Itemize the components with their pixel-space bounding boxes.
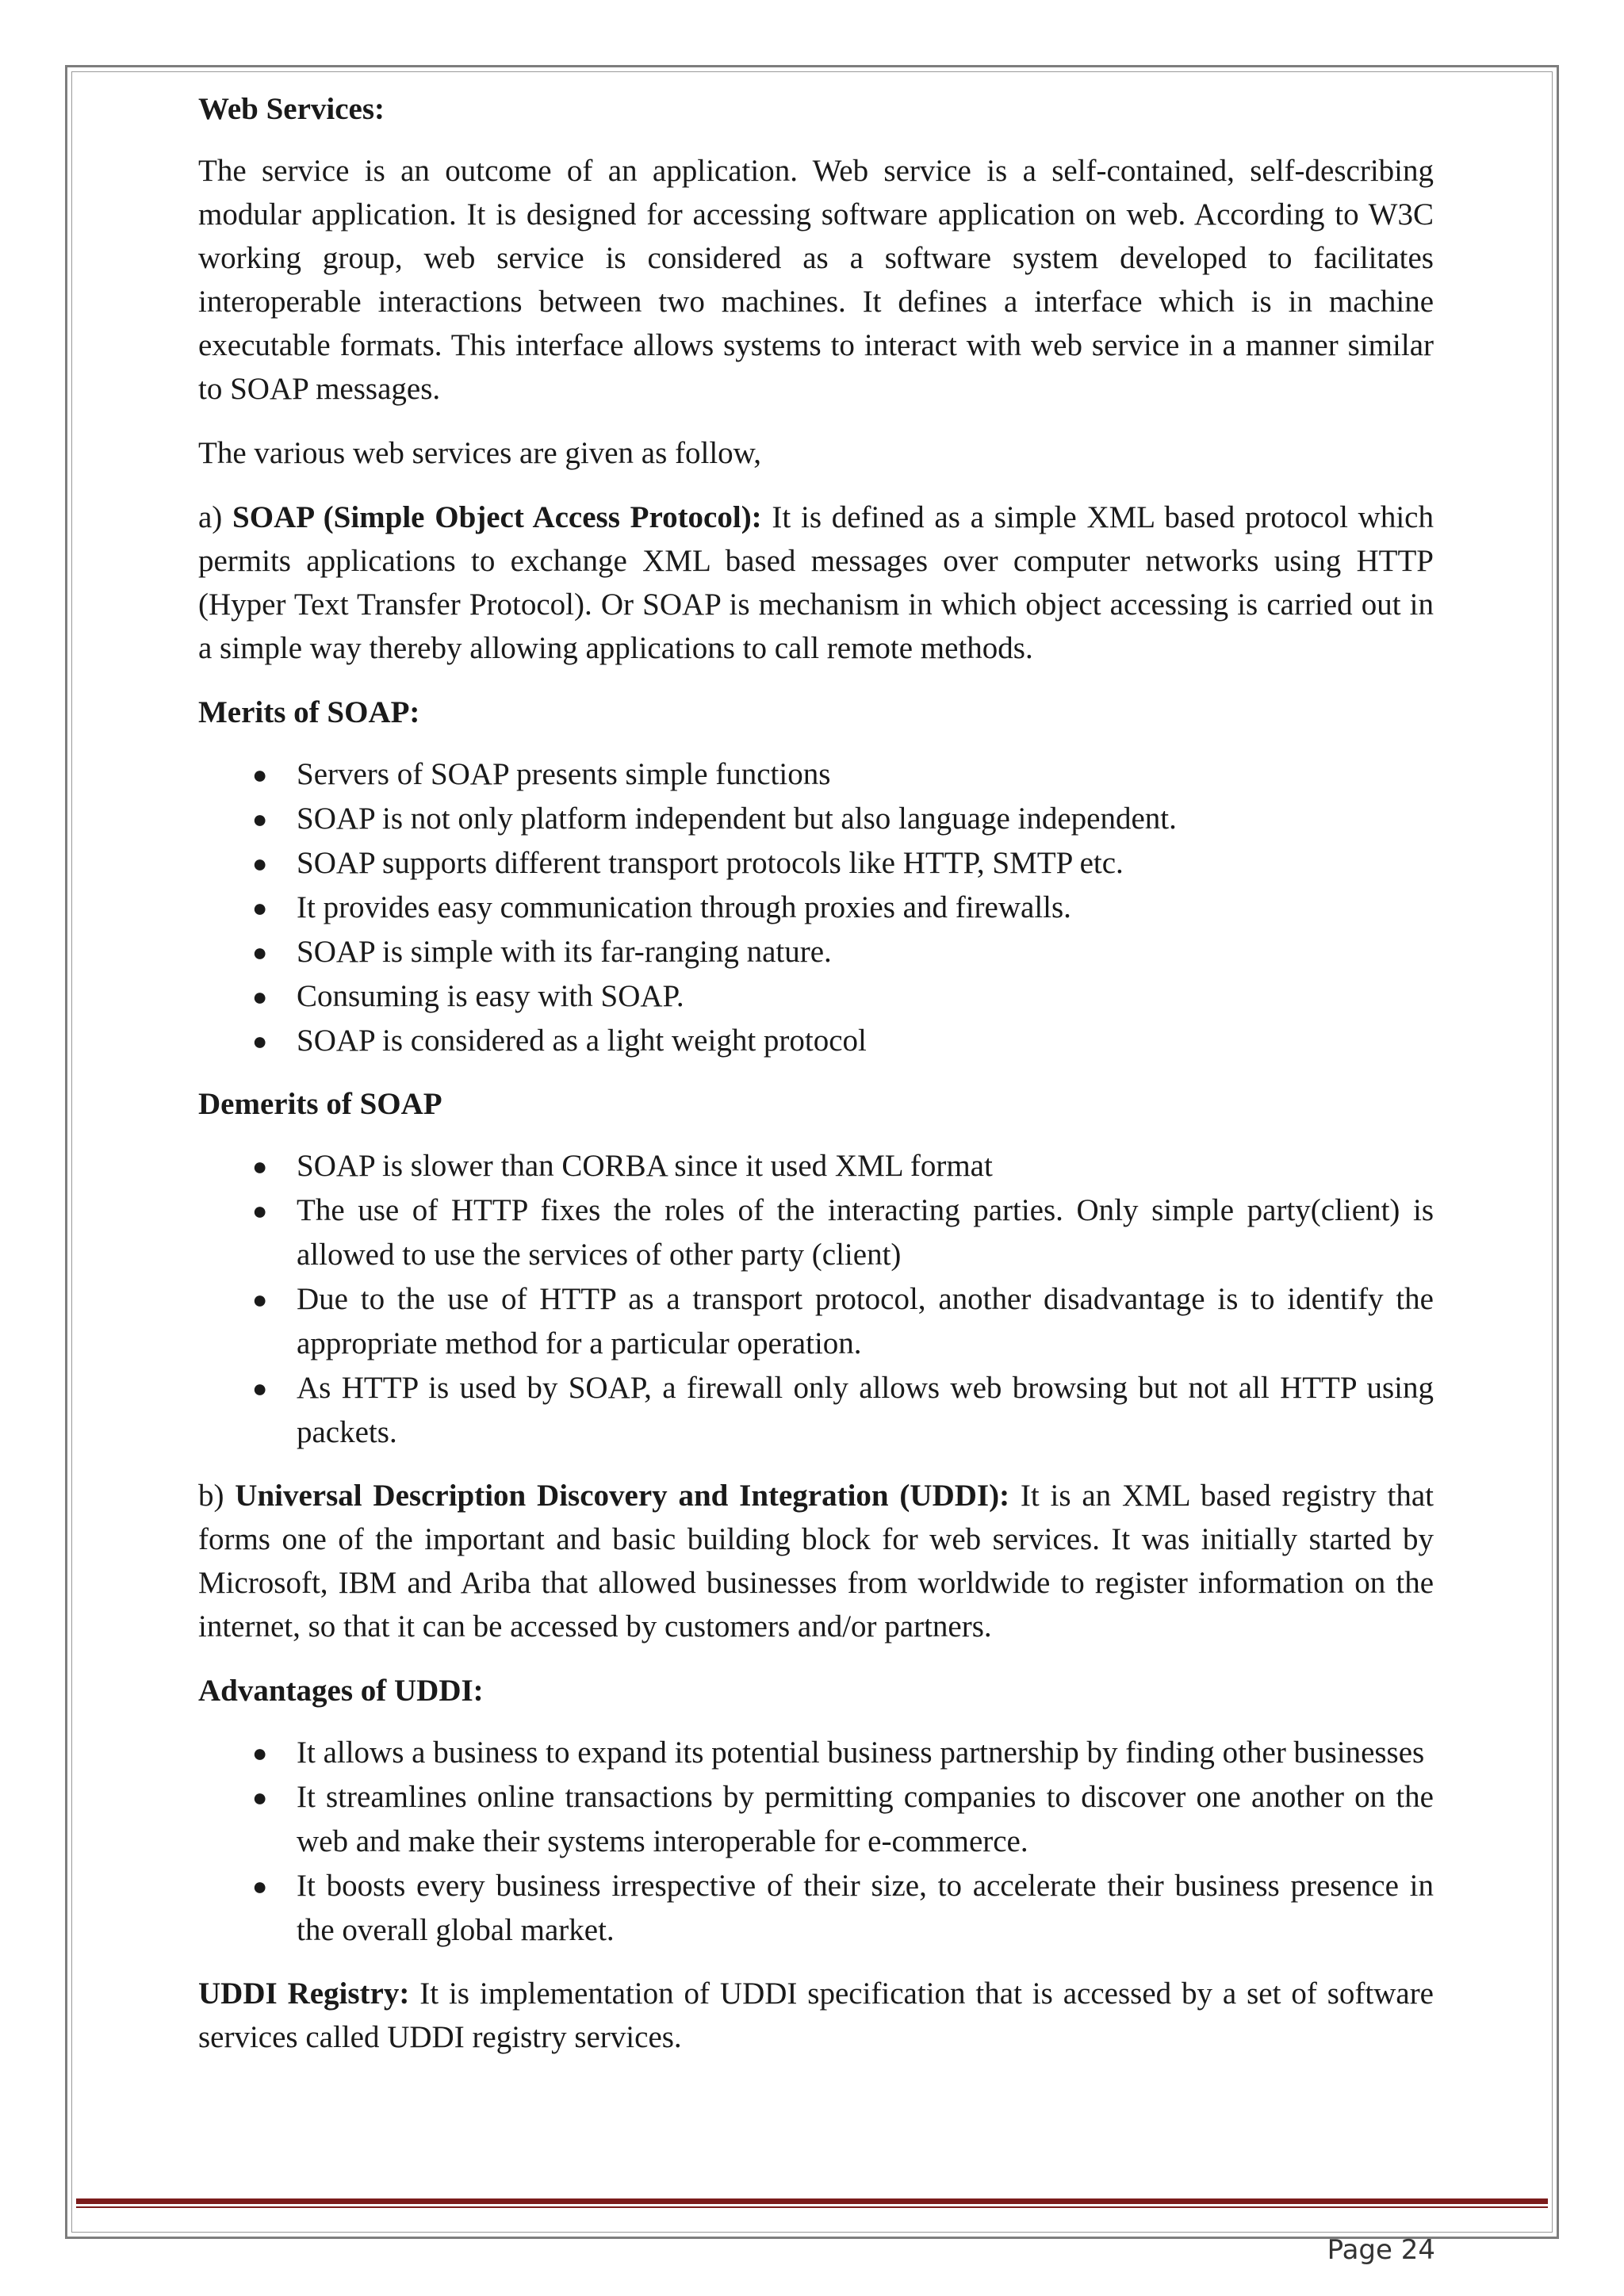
list-item: ● SOAP supports different transport protocols like HTTP, SMTP etc.: [198, 841, 1434, 886]
advantages-list: [198, 1731, 1434, 1953]
demerits-heading: Demerits of SOAP: [198, 1087, 442, 1121]
uddi-registry-paragraph: [198, 1972, 1434, 2059]
merits-list: [198, 752, 1434, 1063]
page-number: Page 24: [1327, 2234, 1435, 2266]
list-item: ● SOAP is considered as a light weight protocol: [198, 1019, 1434, 1063]
uddi-definition-paragraph: [198, 1474, 1434, 1648]
bullet-icon: ●: [252, 805, 268, 833]
bullet-icon: ●: [252, 849, 268, 878]
various-services-paragraph: The various web services are given as follow,: [198, 436, 762, 470]
bullet-icon: ●: [252, 1285, 268, 1314]
list-item: ● Consuming is easy with SOAP.: [198, 974, 1434, 1019]
bullet-icon: ●: [252, 1739, 268, 1767]
soap-definition: It is defined as a simple XML based protocol which permits applications to exchange XML based messages over computer networks using HTTP (Hyper Text Transfer Protocol). Or SOAP is mechanism in which object accessing is carried out in a simple way thereby allowing applications to call remote methods.: [198, 500, 1434, 665]
page-content: [198, 87, 1434, 2080]
list-item: ● It streamlines online transactions by permitting companies to discover one another on the web and make their systems interoperable for e-commerce.: [198, 1775, 1434, 1864]
registry-definition: It is implementation of UDDI specification that is accessed by a set of software services called UDDI registry services.: [198, 1976, 1434, 2054]
web-services-heading: Web Services:: [198, 92, 385, 126]
list-item: ● As HTTP is used by SOAP, a firewall only allows web browsing but not all HTTP using packets.: [198, 1366, 1434, 1455]
advantages-heading: Advantages of UDDI:: [198, 1674, 484, 1708]
bullet-icon: ●: [252, 1374, 268, 1402]
list-item: ● SOAP is slower than CORBA since it used XML format: [198, 1144, 1434, 1188]
bullet-icon: ●: [252, 760, 268, 789]
bullet-icon: ●: [252, 1196, 268, 1225]
list-item: ● It provides easy communication through proxies and firewalls.: [198, 886, 1434, 930]
uddi-term: Universal Description Discovery and Integration (UDDI):: [235, 1479, 1010, 1513]
registry-term: UDDI Registry:: [198, 1976, 410, 2011]
list-item: ● It boosts every business irrespective of their size, to accelerate their business presence in the overall global market.: [198, 1864, 1434, 1953]
bullet-icon: ●: [252, 1783, 268, 1812]
bullet-icon: ●: [252, 1872, 268, 1900]
uddi-definition: It is an XML based registry that forms one of the important and basic building block for web services. It was initially started by Microsoft, IBM and Ariba that allowed businesses from worldwide to register information on the internet, so that it can be accessed by customers and/or partners.: [198, 1479, 1434, 1644]
merits-heading: Merits of SOAP:: [198, 695, 420, 729]
list-item: ● Servers of SOAP presents simple functions: [198, 752, 1434, 797]
web-services-paragraph: The service is an outcome of an application. Web service is a self-contained, self-describing modular application. It is designed for accessing software application on web. According to W3C working group, web service is considered as a software system developed to facilitates interoperable interactions between two machines. It defines a interface which is in machine executable formats. This interface allows systems to interact with web service in a manner similar to SOAP messages.: [198, 154, 1434, 406]
uddi-prefix: b): [198, 1479, 236, 1513]
soap-definition-paragraph: [198, 496, 1434, 670]
list-item: ● It allows a business to expand its potential business partnership by finding other businesses: [198, 1731, 1434, 1775]
bullet-icon: ●: [252, 938, 268, 966]
demerits-list: [198, 1144, 1434, 1455]
footer-divider-thick: [76, 2198, 1548, 2204]
list-item: ● Due to the use of HTTP as a transport protocol, another disadvantage is to identify the appropriate method for a particular operation.: [198, 1277, 1434, 1366]
bullet-icon: ●: [252, 982, 268, 1011]
bullet-icon: ●: [252, 894, 268, 922]
list-item: ● SOAP is not only platform independent but also language independent.: [198, 797, 1434, 841]
bullet-icon: ●: [252, 1152, 268, 1181]
bullet-icon: ●: [252, 1027, 268, 1055]
footer-divider-thin: [76, 2206, 1548, 2208]
soap-prefix: a): [198, 500, 233, 534]
list-item: ● SOAP is simple with its far-ranging nature.: [198, 930, 1434, 974]
list-item: ● The use of HTTP fixes the roles of the interacting parties. Only simple party(client) is allowed to use the services of other party (client): [198, 1188, 1434, 1277]
soap-term: SOAP (Simple Object Access Protocol):: [232, 500, 762, 534]
